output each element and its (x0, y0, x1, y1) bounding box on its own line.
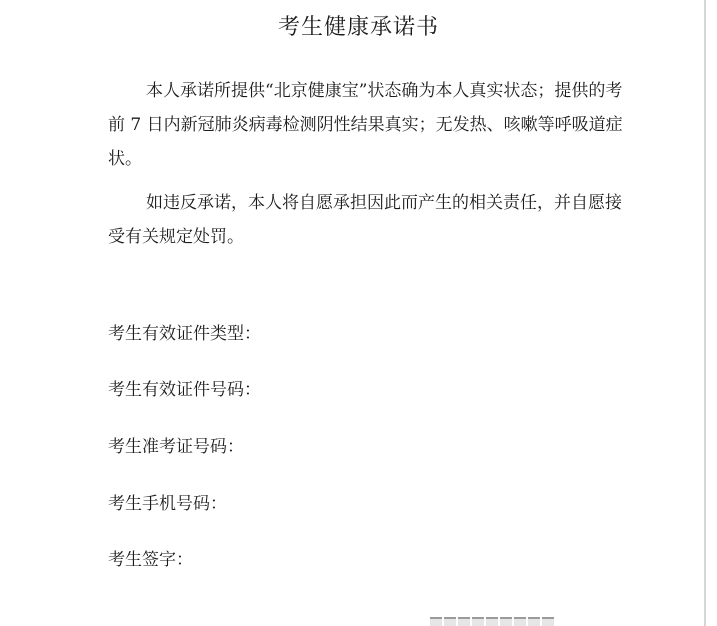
admission-number-field-label: 考生准考证号码： (108, 437, 244, 457)
signature-field-label: 考生签字： (108, 550, 193, 570)
pledge-paragraph: 本人承诺所提供“北京健康宝”状态确为本人真实状态；提供的考前 7 日内新冠肺炎病毒检测阴性结果真实；无发热、咳嗽等呼吸道症状。 (108, 81, 623, 169)
phone-number-field-label: 考生手机号码： (108, 494, 227, 514)
page-edge-divider (704, 0, 706, 626)
cropped-text-fragment (430, 614, 570, 626)
liability-paragraph: 如违反承诺，本人将自愿承担因此而产生的相关责任，并自愿接受有关规定处罚。 (108, 193, 622, 247)
page-title: 考生健康承诺书 (277, 15, 439, 40)
id-type-field-label: 考生有效证件类型： (108, 324, 261, 344)
id-number-field-label: 考生有效证件号码： (108, 380, 261, 400)
